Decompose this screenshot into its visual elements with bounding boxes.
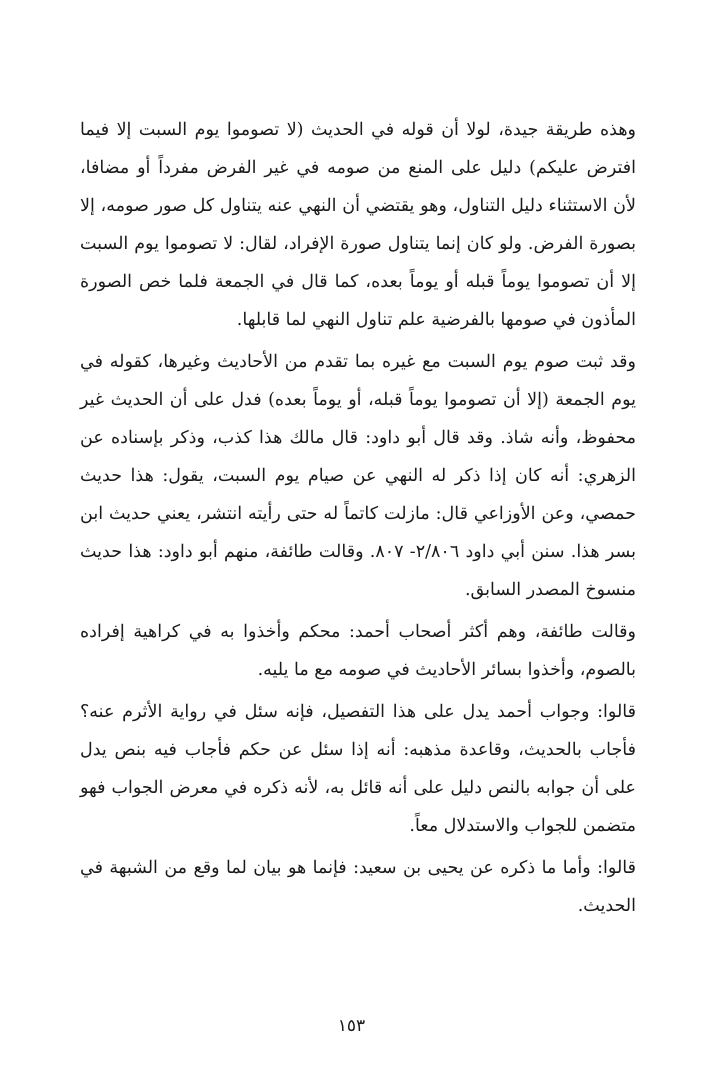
- paragraph: وهذه طريقة جيدة، لولا أن قوله في الحديث (لا تصوموا يوم السبت إلا فيما افترض عليكم) دليل على المنع من صومه في غير الفرض مفرداً أو مضافا، لأن الاستثناء دليل التناول، وهو يقتضي أن النهي عنه يتناول كل صور صومه، إلا بصورة الفرض. ولو كان إنما يتناول صورة الإفراد، لقال: لا تصوموا يوم السبت إلا أن تصوموا يوماً قبله أو يوماً بعده، كما قال في الجمعة فلما خص الصورة المأذون في صومها بالفرضية علم تناول النهي لما قابلها.: [80, 120, 636, 330]
- paragraph: قالوا: وجواب أحمد يدل على هذا التفصيل، فإنه سئل في رواية الأثرم عنه؟ فأجاب بالحديث، وقاعدة مذهبه: أنه إذا سئل عن حكم فأجاب فيه بنص يدل على أن جوابه بالنص دليل على أنه قائل به، لأنه ذكره في معرض الجواب فهو متضمن للجواب والاستدلال معاً.: [80, 702, 637, 836]
- paragraph: قالوا: وأما ما ذكره عن يحيى بن سعيد: فإنما هو بيان لما وقع من الشبهة في الحديث.: [80, 858, 636, 916]
- paragraph: وقالت طائفة، وهم أكثر أصحاب أحمد: محكم وأخذوا به في كراهية إفراده بالصوم، وأخذوا بسائر الأحاديث في صومه مع ما يليه.: [80, 622, 636, 680]
- page-body-text: [80, 111, 636, 929]
- page-number: ١٥٣: [337, 1016, 366, 1036]
- paragraph: وقد ثبت صوم يوم السبت مع غيره بما تقدم من الأحاديث وغيرها، كقوله في يوم الجمعة (إلا أن تصوموا يوماً قبله، أو يوماً بعده) فدل على أن الحديث غير محفوظ، وأنه شاذ. وقد قال أبو داود: قال مالك هذا كذب، وذكر بإسناده عن الزهري: أنه كان إذا ذكر له النهي عن صيام يوم السبت، يقول: هذا حديث حمصي، وعن الأوزاعي قال: مازلت كاتماً له حتى رأيته انتشر، يعني حديث ابن بسر هذا. سنن أبي داود ٢/٨٠٦- ٨٠٧. وقالت طائفة، منهم أبو داود: هذا حديث منسوخ المصدر السابق.: [80, 352, 636, 600]
